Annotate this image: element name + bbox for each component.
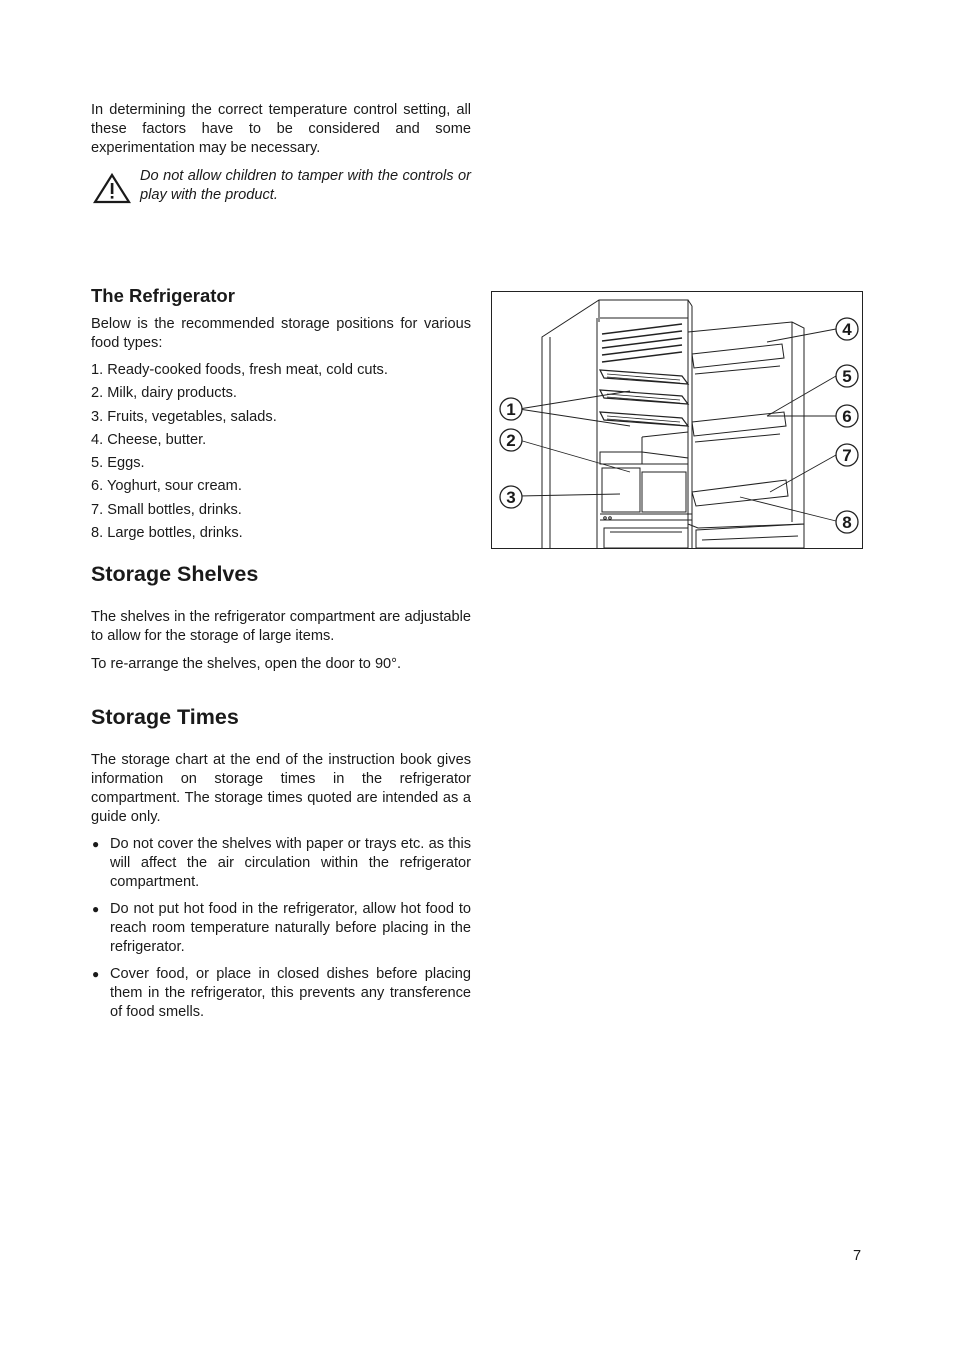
list-item: 6. Yoghurt, sour cream. [91,478,242,495]
callout-3: 3 [506,488,516,507]
bullet-dot: ● [92,902,100,916]
refrigerator-intro: Below is the recommended storage positions for various food types: [91,316,471,351]
list-item: 1. Ready-cooked foods, fresh meat, cold cuts. [91,362,388,378]
times-paragraph: The storage chart at the end of the instruction book gives information on storage times in the refrigerator compartment. The storage times quoted are intended as a guide only. [91,752,471,825]
list-item: ● Do not cover the shelves with paper or trays etc. as this will affect the air circulation within the refrigerator compartment. [92,836,471,890]
food-storage-list [91,359,471,545]
callout-4: 4 [842,320,852,339]
page-number: 7 [853,1248,862,1264]
refrigerator-diagram [491,291,863,549]
list-item: ● Cover food, or place in closed dishes before placing them in the refrigerator, this prevents any transference of food smells. [92,966,471,1020]
shelves-paragraph-1: The shelves in the refrigerator compartment are adjustable to allow for the storage of large items. [91,609,471,644]
bullet-dot: ● [92,837,100,851]
shelves-paragraph-2: To re-arrange the shelves, open the door to 90°. [91,656,402,672]
refrigerator-heading: The Refrigerator [91,285,235,306]
list-item: 8. Large bottles, drinks. [91,525,243,542]
warning-triangle-icon [93,172,131,204]
warning-note [91,167,471,205]
times-bullet-list [91,835,471,1030]
intro-paragraph: In determining the correct temperature control setting, all these factors have to be considered and some experimentation may be necessary. [91,102,471,156]
callout-6: 6 [842,407,852,426]
callout-2: 2 [506,431,516,450]
bullet-dot: ● [92,967,100,981]
list-item: 2. Milk, dairy products. [91,385,237,402]
list-item: 4. Cheese, butter. [91,431,207,448]
refrigerator-illustration [492,292,862,548]
callout-8: 8 [842,513,852,532]
list-item: ● Do not put hot food in the refrigerator, allow hot food to reach room temperature naturally before placing in the refrigerator. [92,901,471,955]
storage-shelves-heading: Storage Shelves [91,562,259,586]
list-item: 7. Small bottles, drinks. [91,501,242,518]
warning-text: Do not allow children to tamper with the controls or play with the product. [140,168,471,203]
list-item: 5. Eggs. [91,455,145,472]
callout-7: 7 [842,446,852,465]
callout-5: 5 [842,367,852,386]
storage-times-heading: Storage Times [91,705,239,729]
list-item: 3. Fruits, vegetables, salads. [91,408,277,425]
callout-1: 1 [506,400,516,419]
